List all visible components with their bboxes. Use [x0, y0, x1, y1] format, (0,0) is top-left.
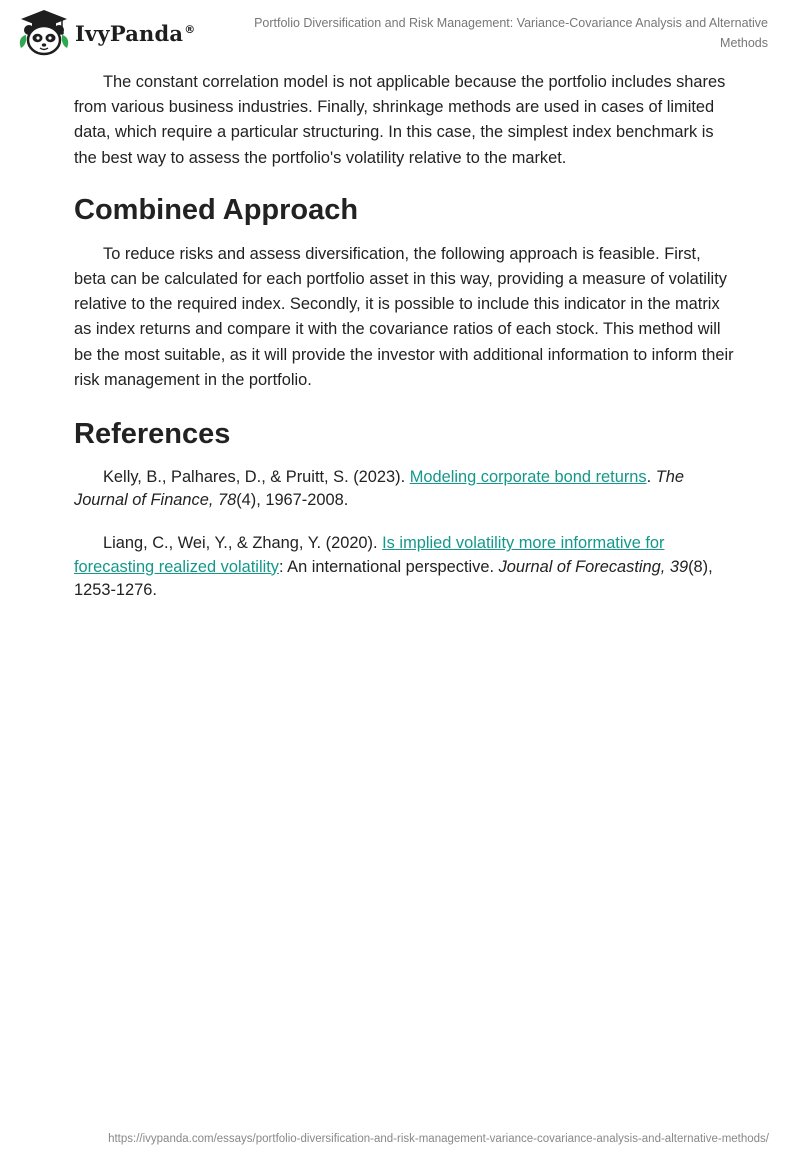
- references-heading: References: [74, 418, 231, 451]
- reference-title-link[interactable]: Modeling corporate bond returns: [409, 468, 647, 487]
- reference-title-link[interactable]: Is implied volatility more informative for forecasting realized volatility: [74, 534, 665, 576]
- reference-authors: Kelly, B., Palhares, D., & Pruitt, S. (2023).: [103, 468, 410, 487]
- intro-paragraph: The constant correlation model is not applicable because the portfolio includes shares from various business industries. Finally, shrinkage methods are used in cases of limited data, which require a particular structuring. In this case, the simplest index benchmark is the best way to assess the portfolio's volatility relative to the market.: [74, 73, 726, 167]
- reference-details: (4), 1967-2008.: [236, 491, 349, 510]
- reference-item: [74, 466, 734, 512]
- reference-after-link: .: [646, 468, 656, 487]
- combined-approach-heading: Combined Approach: [74, 193, 359, 226]
- reference-journal: The Journal of Finance, 78: [74, 468, 684, 510]
- reference-after-link: : An international perspective.: [278, 557, 499, 576]
- ivypanda-logo[interactable]: [17, 8, 195, 58]
- reference-list: [74, 466, 734, 602]
- reference-details: (8), 1253-1276.: [74, 557, 713, 599]
- document-title: Portfolio Diversification and Risk Management: Variance-Covariance Analysis and Alternative Methods: [254, 16, 768, 50]
- footer-source-url: https://ivypanda.com/essays/portfolio-diversification-and-risk-management-variance-covariance-analysis-and-alternative-methods/: [108, 1133, 769, 1145]
- reference-authors: Liang, C., Wei, Y., & Zhang, Y. (2020).: [103, 534, 383, 553]
- brand-name: IvyPanda®: [75, 20, 196, 46]
- registered-mark: ®: [184, 22, 196, 36]
- reference-journal: Journal of Forecasting, 39: [498, 557, 689, 576]
- essay-content: [74, 70, 734, 602]
- panda-graduate-icon: [17, 8, 71, 58]
- combined-approach-paragraph: To reduce risks and assess diversification, the following approach is feasible. First, beta can be calculated for each portfolio asset in this way, providing a measure of volatility relative to the required index. Secondly, it is possible to include this indicator in the matrix as index returns and compare it with the covariance ratios of each stock. This method will be the most suitable, as it will provide the investor with additional information to inform their risk management in the portfolio.: [74, 244, 734, 389]
- page-header: [0, 0, 800, 64]
- reference-item: [74, 532, 734, 602]
